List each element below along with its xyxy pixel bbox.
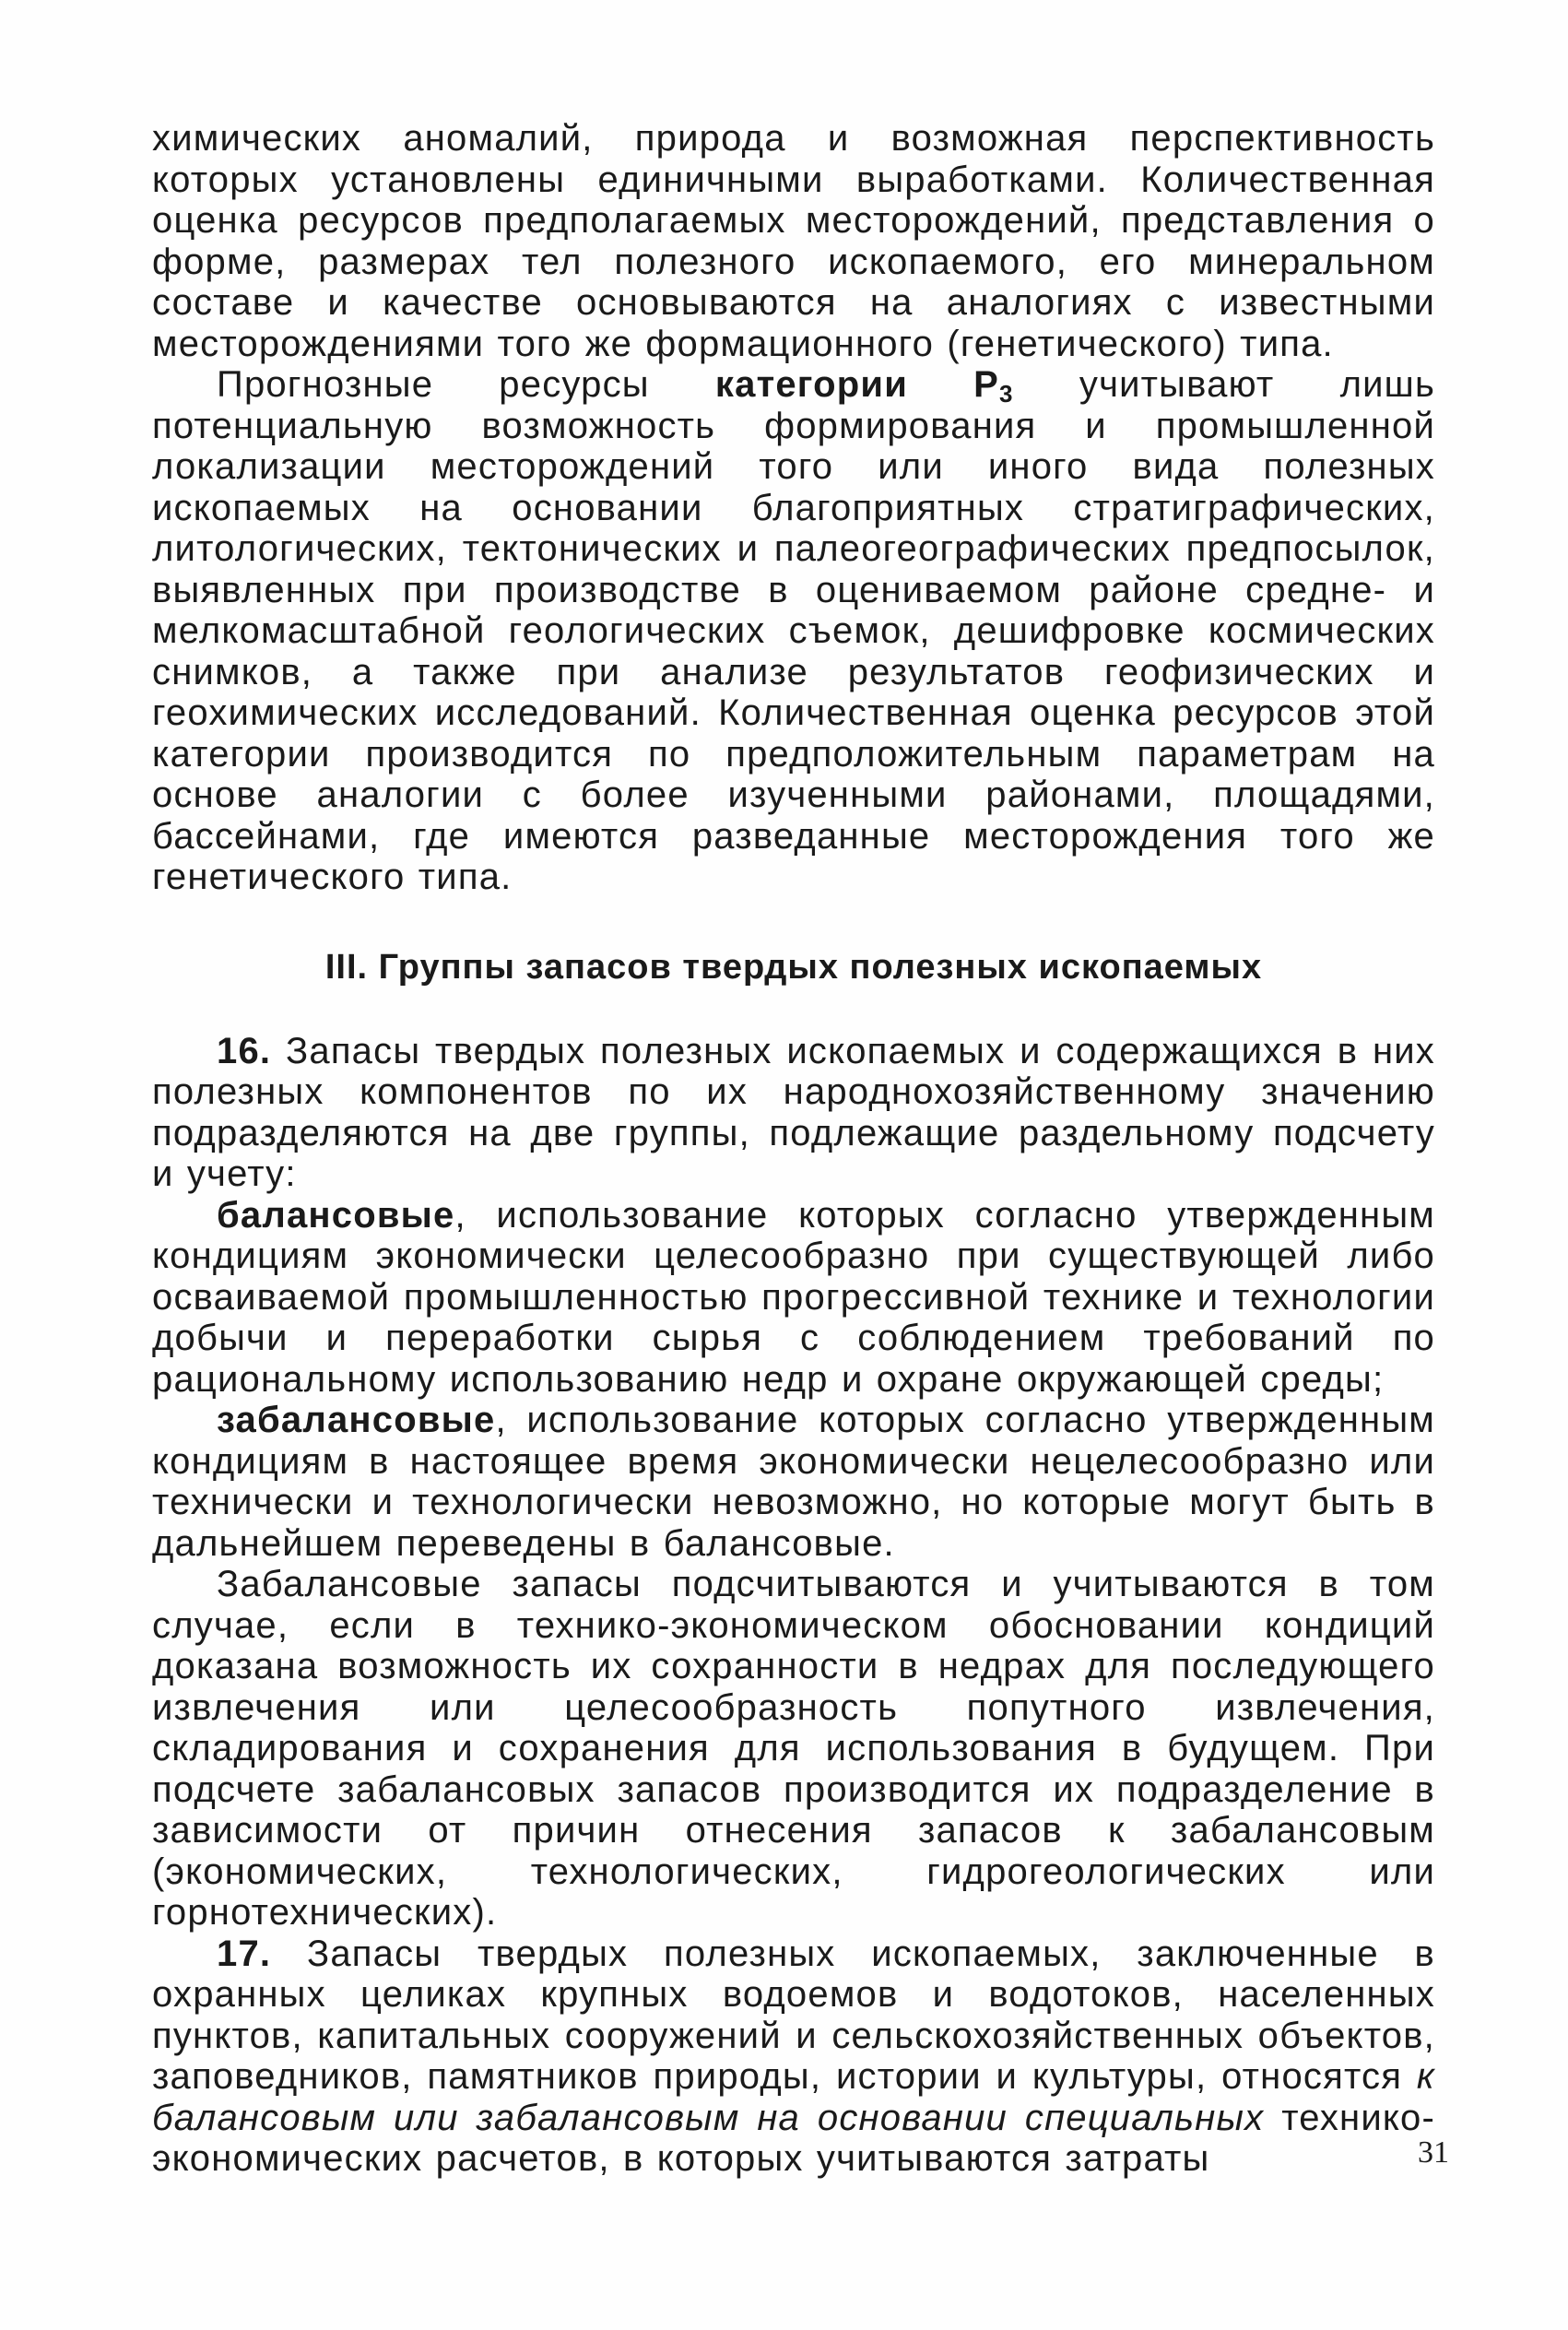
definition-balance [152, 1195, 1435, 1401]
category-term: категории $P_3$ [714, 364, 1014, 408]
item-text-end: технико-экономических расчетов, в которых учитываются затраты [152, 2097, 1435, 2179]
paragraph-rest: учитывают лишь потенциальную возможность формирования и промышленной локализации месторождений того или иного вида полезных ископаемых на основании благоприятных стратиграфических, литологических, тектонических и палеогеографических предпосылок, выявленных при производстве в оцениваемом районе средне- и мелкомасштабной геологических съемок, дешифровке космических снимков, а также при анализе результатов геофизических и геохимических исследований. Количественная оценка ресурсов этой категории производится по предположительным параметрам на основе аналогии с более изученными районами, площадями, бассейнами, где имеются разведанные месторождения того же генетического типа. [152, 364, 1435, 897]
definition-text: , использование которых согласно утвержденным кондициям в настоящее время экономически нецелесообразно или технически и технологически невозможно, но которые могут быть в дальнейшем переведены в балансовые. [152, 1400, 1435, 1564]
item-17 [152, 1934, 1435, 2180]
paragraph-off-balance-reserves: Забалансовые запасы подсчитываются и учитываются в том случае, если в технико-экономическом обосновании кондиций доказана возможность их сохранности в недрах для последующего извлечения или целесообразность попутного извлечения, складирования и сохранения для использования в будущем. При подсчете забалансовых запасов производится их подразделение в зависимости от причин отнесения запасов к забалансовым (экономических, технологических, гидрогеологических или горнотехнических). [152, 1564, 1435, 1933]
category-subscript: 3 [999, 380, 1014, 408]
text-block [152, 118, 1435, 2180]
definition-text: , использование которых согласно утвержденным кондициям экономически целесообразно при существующей либо осваиваемой промышленностью прогрессивной технике и технологии добычи и переработки сырья с соблюдением требований по рациональному использованию недр и охране окружающей среды; [152, 1194, 1435, 1400]
item-text: Запасы твердых полезных ископаемых, заключенные в охранных целиках крупных водоемов и водотоков, населенных пунктов, капитальных сооружений и сельскохозяйственных объектов, заповедников, памятников природы, истории и культуры, относятся [152, 1933, 1435, 2097]
section-heading: III. Группы запасов твердых полезных ископаемых [324, 947, 1263, 987]
item-16 [152, 1031, 1435, 1195]
page-number: 31 [1418, 2135, 1449, 2170]
term-balance: балансовые [217, 1194, 455, 1236]
definition-off-balance [152, 1400, 1435, 1564]
item-italic-text: к балансовым или забалансовым на основании специальных [152, 2056, 1435, 2138]
paragraph-intro: химических аномалий, природа и возможная перспективность которых установлены единичными выработками. Количественная оценка ресурсов предполагаемых месторождений, представления о форме, размерах тел полезного ископаемого, его минеральном составе и качестве основываются на аналогиях с известными месторождениями того же формационного (генетического) типа. [152, 118, 1435, 364]
item-number: 17. [217, 1933, 272, 1974]
paragraph-lead: Прогнозные ресурсы [217, 364, 715, 405]
term-off-balance: забалансовые [217, 1400, 496, 1440]
item-number: 16. [217, 1030, 272, 1071]
paragraph-forecast-resources [152, 364, 1435, 898]
item-text: Запасы твердых полезных ископаемых и содержащихся в них полезных компонентов по их народнохозяйственному значению подразделяются на две группы, подлежащие раздельному подсчету и учету: [152, 1030, 1435, 1194]
